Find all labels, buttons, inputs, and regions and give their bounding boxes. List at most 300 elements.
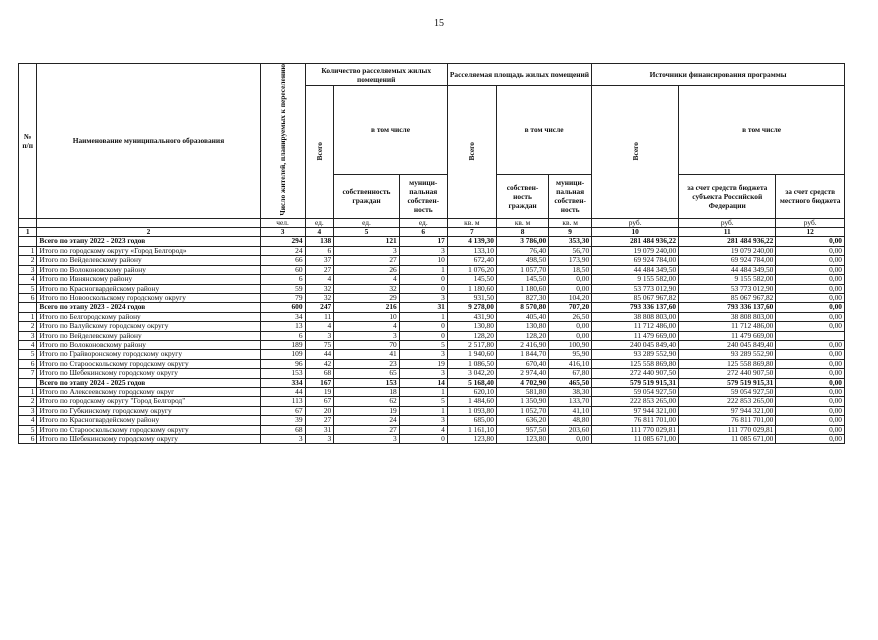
table-row <box>19 359 845 368</box>
col-number: 3 <box>260 228 305 237</box>
area-municipal-cell: 41,10 <box>549 406 592 415</box>
finance-local-cell: 0,00 <box>776 303 845 312</box>
header-residents: Число жителей, планируемых к переселению <box>260 64 305 219</box>
finance-subject-cell: 38 808 803,00 <box>679 312 776 321</box>
area-owners-cell: 130,80 <box>496 322 548 331</box>
header-area-owners: собствен-ность граждан <box>496 174 548 218</box>
row-number-cell: 5 <box>19 284 37 293</box>
finance-total-cell: 9 155 582,00 <box>592 275 679 284</box>
finance-subject-cell: 11 712 486,00 <box>679 322 776 331</box>
header-finance-total: Всего <box>592 86 679 219</box>
finance-subject-cell: 222 853 265,00 <box>679 397 776 406</box>
area-total-cell: 1 180,60 <box>447 284 496 293</box>
municipality-name-cell: Итого по Красногвардейскому району <box>37 284 260 293</box>
finance-total-cell: 579 519 915,31 <box>592 378 679 387</box>
table-row <box>19 387 845 396</box>
municipality-name-cell: Итого по Грайворонскому городскому округу <box>37 350 260 359</box>
finance-total-cell: 111 770 029,81 <box>592 425 679 434</box>
finance-total-cell: 44 484 349,50 <box>592 265 679 274</box>
row-number-cell: 5 <box>19 425 37 434</box>
units-owners-cell: 27 <box>334 256 400 265</box>
page-number: 15 <box>434 18 444 29</box>
area-municipal-cell: 48,80 <box>549 416 592 425</box>
units-municipal-cell: 4 <box>399 425 447 434</box>
units-municipal-cell: 3 <box>399 350 447 359</box>
units-municipal-cell: 0 <box>399 284 447 293</box>
finance-local-cell: 0,00 <box>776 340 845 349</box>
area-total-cell: 1 484,60 <box>447 397 496 406</box>
stage-total-row <box>19 303 845 312</box>
units-municipal-cell: 0 <box>399 331 447 340</box>
table-row <box>19 425 845 434</box>
units-owners-cell: 24 <box>334 416 400 425</box>
area-owners-cell: 636,20 <box>496 416 548 425</box>
residents-cell: 39 <box>260 416 305 425</box>
area-owners-cell: 670,40 <box>496 359 548 368</box>
residents-cell: 13 <box>260 322 305 331</box>
area-total-cell: 1 940,60 <box>447 350 496 359</box>
finance-local-cell: 0,00 <box>776 350 845 359</box>
finance-local-cell: 0,00 <box>776 397 845 406</box>
units-owners-cell: 19 <box>334 406 400 415</box>
finance-total-cell: 11 085 671,00 <box>592 435 679 444</box>
finance-subject-cell: 44 484 349,50 <box>679 265 776 274</box>
residents-cell: 66 <box>260 256 305 265</box>
area-total-cell: 620,10 <box>447 387 496 396</box>
units-owners-cell: 4 <box>334 275 400 284</box>
header-area-including: в том числе <box>496 86 591 175</box>
municipality-name-cell: Всего по этапу 2023 - 2024 годов <box>37 303 260 312</box>
area-owners-cell: 76,40 <box>496 246 548 255</box>
finance-local-cell: 0,00 <box>776 359 845 368</box>
header-count-total: Всего <box>305 86 334 219</box>
unit-cell: кв. м <box>447 218 496 227</box>
header-group-finance: Источники финансирования программы <box>592 64 845 86</box>
municipality-name-cell: Всего по этапу 2024 - 2025 годов <box>37 378 260 387</box>
units-municipal-cell: 31 <box>399 303 447 312</box>
area-municipal-cell: 38,30 <box>549 387 592 396</box>
units-total-cell: 247 <box>305 303 334 312</box>
area-municipal-cell: 203,60 <box>549 425 592 434</box>
header-num: № п/п <box>19 64 37 219</box>
header-group-count: Количество расселяемых жилых помещений <box>305 64 447 86</box>
unit-cell: ед. <box>399 218 447 227</box>
header-count-including: в том числе <box>334 86 448 175</box>
units-municipal-cell: 14 <box>399 378 447 387</box>
units-municipal-cell: 10 <box>399 256 447 265</box>
units-municipal-cell: 3 <box>399 293 447 302</box>
header-group-area: Расселяемая площадь жилых помещений <box>447 64 591 86</box>
area-total-cell: 685,00 <box>447 416 496 425</box>
finance-subject-cell: 93 289 552,90 <box>679 350 776 359</box>
units-owners-cell: 62 <box>334 397 400 406</box>
units-total-cell: 3 <box>305 435 334 444</box>
finance-total-cell: 38 808 803,00 <box>592 312 679 321</box>
finance-local-cell: 0,00 <box>776 416 845 425</box>
finance-local-cell: 0,00 <box>776 284 845 293</box>
finance-subject-cell: 11 085 671,00 <box>679 435 776 444</box>
finance-total-cell: 69 924 784,00 <box>592 256 679 265</box>
row-number-cell: 2 <box>19 397 37 406</box>
units-owners-cell: 32 <box>334 284 400 293</box>
units-total-cell: 20 <box>305 406 334 415</box>
col-number: 6 <box>399 228 447 237</box>
municipality-name-cell: Итого по Красногвардейскому району <box>37 416 260 425</box>
col-number: 7 <box>447 228 496 237</box>
area-total-cell: 133,10 <box>447 246 496 255</box>
units-owners-cell: 26 <box>334 265 400 274</box>
area-municipal-cell: 0,00 <box>549 322 592 331</box>
table-row <box>19 416 845 425</box>
unit-cell: кв. м <box>496 218 548 227</box>
units-municipal-cell: 3 <box>399 369 447 378</box>
units-owners-cell: 10 <box>334 312 400 321</box>
area-municipal-cell: 0,00 <box>549 284 592 293</box>
col-number: 4 <box>305 228 334 237</box>
row-number-cell: 6 <box>19 293 37 302</box>
area-total-cell: 431,90 <box>447 312 496 321</box>
municipality-name-cell: Итого по Вейделевскому району <box>37 331 260 340</box>
area-municipal-cell: 416,10 <box>549 359 592 368</box>
finance-subject-cell: 272 440 907,50 <box>679 369 776 378</box>
finance-subject-cell: 85 067 967,82 <box>679 293 776 302</box>
header-area-total: Всего <box>447 86 496 219</box>
area-total-cell: 1 086,50 <box>447 359 496 368</box>
municipality-name-cell: Итого по городскому округу "Город Белгород" <box>37 397 260 406</box>
units-total-cell: 75 <box>305 340 334 349</box>
row-number-cell: 2 <box>19 256 37 265</box>
municipality-name-cell: Итого по Ивнянскому району <box>37 275 260 284</box>
table-row <box>19 397 845 406</box>
finance-total-cell: 125 558 869,80 <box>592 359 679 368</box>
units-total-cell: 6 <box>305 246 334 255</box>
area-owners-cell: 123,80 <box>496 435 548 444</box>
row-number-cell: 1 <box>19 312 37 321</box>
units-municipal-cell: 5 <box>399 340 447 349</box>
row-number-cell: 3 <box>19 406 37 415</box>
units-owners-cell: 3 <box>334 246 400 255</box>
header-fin-subject: за счет средств бюджета субъекта Российской Федерации <box>679 174 776 218</box>
finance-total-cell: 11 712 486,00 <box>592 322 679 331</box>
table-row <box>19 293 845 302</box>
municipality-name-cell: Итого по Губкинскому городскому округу <box>37 406 260 415</box>
area-owners-cell: 1 052,70 <box>496 406 548 415</box>
municipality-name-cell: Итого по Новооскольскому городскому округу <box>37 293 260 302</box>
table-row <box>19 406 845 415</box>
area-total-cell: 672,40 <box>447 256 496 265</box>
residents-cell: 6 <box>260 331 305 340</box>
units-municipal-cell: 1 <box>399 406 447 415</box>
table-row <box>19 284 845 293</box>
finance-subject-cell: 97 944 321,00 <box>679 406 776 415</box>
table-row <box>19 435 845 444</box>
units-municipal-cell: 1 <box>399 387 447 396</box>
units-municipal-cell: 1 <box>399 265 447 274</box>
row-number-cell: 4 <box>19 416 37 425</box>
units-owners-cell: 70 <box>334 340 400 349</box>
finance-subject-cell: 59 054 927,50 <box>679 387 776 396</box>
units-total-cell: 67 <box>305 397 334 406</box>
row-number-cell: 5 <box>19 350 37 359</box>
municipality-name-cell: Итого по Алексеевскому городскому округ <box>37 387 260 396</box>
units-total-cell: 27 <box>305 416 334 425</box>
units-owners-cell: 65 <box>334 369 400 378</box>
unit-cell <box>19 218 37 227</box>
finance-local-cell: 0,00 <box>776 435 845 444</box>
residents-cell: 68 <box>260 425 305 434</box>
finance-local-cell: 0,00 <box>776 322 845 331</box>
finance-total-cell: 93 289 552,90 <box>592 350 679 359</box>
units-owners-cell: 216 <box>334 303 400 312</box>
stage-total-row <box>19 378 845 387</box>
residents-cell: 109 <box>260 350 305 359</box>
table-row <box>19 265 845 274</box>
col-number: 8 <box>496 228 548 237</box>
table-row <box>19 312 845 321</box>
row-number-cell: 6 <box>19 359 37 368</box>
area-owners-cell: 8 570,80 <box>496 303 548 312</box>
row-number-cell: 4 <box>19 340 37 349</box>
unit-cell: руб. <box>776 218 845 227</box>
finance-total-cell: 11 479 669,00 <box>592 331 679 340</box>
area-owners-cell: 2 974,40 <box>496 369 548 378</box>
units-total-cell: 4 <box>305 322 334 331</box>
finance-subject-cell: 9 155 582,00 <box>679 275 776 284</box>
area-total-cell: 3 042,20 <box>447 369 496 378</box>
units-total-cell: 32 <box>305 293 334 302</box>
municipality-name-cell: Итого по Волоконовскому району <box>37 265 260 274</box>
area-municipal-cell: 56,70 <box>549 246 592 255</box>
municipality-name-cell: Итого по Старооскольскому городскому округу <box>37 359 260 368</box>
units-total-cell: 68 <box>305 369 334 378</box>
finance-local-cell: 0,00 <box>776 293 845 302</box>
row-number-cell: 4 <box>19 275 37 284</box>
residents-cell: 294 <box>260 237 305 246</box>
units-municipal-cell: 3 <box>399 246 447 255</box>
units-owners-cell: 41 <box>334 350 400 359</box>
units-owners-cell: 4 <box>334 322 400 331</box>
residents-cell: 60 <box>260 265 305 274</box>
area-total-cell: 1 161,10 <box>447 425 496 434</box>
units-total-cell: 27 <box>305 265 334 274</box>
area-municipal-cell: 465,50 <box>549 378 592 387</box>
residents-cell: 600 <box>260 303 305 312</box>
area-owners-cell: 128,20 <box>496 331 548 340</box>
header-area-municipal: муници-пальная собствен-ность <box>549 174 592 218</box>
residents-cell: 153 <box>260 369 305 378</box>
units-total-cell: 44 <box>305 350 334 359</box>
finance-local-cell: 0,00 <box>776 246 845 255</box>
units-owners-cell: 121 <box>334 237 400 246</box>
finance-subject-cell: 240 045 849,40 <box>679 340 776 349</box>
area-owners-cell: 581,80 <box>496 387 548 396</box>
finance-subject-cell: 11 479 669,00 <box>679 331 776 340</box>
table-row <box>19 331 845 340</box>
row-number-cell: 6 <box>19 435 37 444</box>
finance-local-cell: 0,00 <box>776 237 845 246</box>
municipality-name-cell: Итого по городскому округу «Город Белгород» <box>37 246 260 255</box>
finance-subject-cell: 69 924 784,00 <box>679 256 776 265</box>
finance-local-cell: 0,00 <box>776 312 845 321</box>
col-number: 10 <box>592 228 679 237</box>
units-total-cell: 3 <box>305 331 334 340</box>
units-owners-cell: 29 <box>334 293 400 302</box>
finance-local-cell: 0,00 <box>776 275 845 284</box>
units-municipal-cell: 0 <box>399 275 447 284</box>
finance-total-cell: 281 484 936,22 <box>592 237 679 246</box>
area-owners-cell: 957,50 <box>496 425 548 434</box>
header-count-owners: собственность граждан <box>334 174 400 218</box>
units-row <box>19 218 845 227</box>
area-owners-cell: 1 844,70 <box>496 350 548 359</box>
row-number-cell <box>19 378 37 387</box>
unit-cell: ед. <box>305 218 334 227</box>
municipality-name-cell: Итого по Старооскольскому городскому округу <box>37 425 260 434</box>
residents-cell: 67 <box>260 406 305 415</box>
finance-subject-cell: 111 770 029,81 <box>679 425 776 434</box>
area-owners-cell: 1 350,90 <box>496 397 548 406</box>
area-total-cell: 5 168,40 <box>447 378 496 387</box>
area-owners-cell: 498,50 <box>496 256 548 265</box>
finance-total-cell: 97 944 321,00 <box>592 406 679 415</box>
units-total-cell: 19 <box>305 387 334 396</box>
municipality-name-cell: Итого по Шебекинскому городскому округу <box>37 435 260 444</box>
finance-local-cell: 0,00 <box>776 369 845 378</box>
table-row <box>19 369 845 378</box>
residents-cell: 34 <box>260 312 305 321</box>
finance-local-cell: 0,00 <box>776 265 845 274</box>
residents-cell: 24 <box>260 246 305 255</box>
units-municipal-cell: 1 <box>399 312 447 321</box>
table-row <box>19 322 845 331</box>
area-total-cell: 1 093,80 <box>447 406 496 415</box>
area-municipal-cell: 707,20 <box>549 303 592 312</box>
finance-total-cell: 19 079 240,00 <box>592 246 679 255</box>
header-finance-including: в том числе <box>679 86 845 175</box>
area-municipal-cell: 0,00 <box>549 435 592 444</box>
residents-cell: 59 <box>260 284 305 293</box>
residents-cell: 334 <box>260 378 305 387</box>
units-municipal-cell: 5 <box>399 397 447 406</box>
residents-cell: 96 <box>260 359 305 368</box>
header-fin-local: за счет средств местного бюджета <box>776 174 845 218</box>
area-owners-cell: 827,30 <box>496 293 548 302</box>
table-row <box>19 246 845 255</box>
row-number-cell: 2 <box>19 322 37 331</box>
area-total-cell: 4 139,30 <box>447 237 496 246</box>
area-owners-cell: 2 416,90 <box>496 340 548 349</box>
area-owners-cell: 145,50 <box>496 275 548 284</box>
finance-subject-cell: 793 336 137,60 <box>679 303 776 312</box>
finance-local-cell: 0,00 <box>776 256 845 265</box>
unit-cell <box>37 218 260 227</box>
finance-subject-cell: 19 079 240,00 <box>679 246 776 255</box>
column-number-row <box>19 228 845 237</box>
units-owners-cell: 18 <box>334 387 400 396</box>
area-municipal-cell: 67,80 <box>549 369 592 378</box>
col-number: 1 <box>19 228 37 237</box>
area-municipal-cell: 104,20 <box>549 293 592 302</box>
units-municipal-cell: 3 <box>399 416 447 425</box>
area-total-cell: 130,80 <box>447 322 496 331</box>
area-total-cell: 128,20 <box>447 331 496 340</box>
finance-subject-cell: 125 558 869,80 <box>679 359 776 368</box>
residents-cell: 79 <box>260 293 305 302</box>
finance-total-cell: 76 811 701,00 <box>592 416 679 425</box>
units-total-cell: 31 <box>305 425 334 434</box>
units-municipal-cell: 19 <box>399 359 447 368</box>
residents-cell: 44 <box>260 387 305 396</box>
area-municipal-cell: 173,90 <box>549 256 592 265</box>
unit-cell: руб. <box>592 218 679 227</box>
municipality-name-cell: Итого по Шебекинскому городскому округу <box>37 369 260 378</box>
area-municipal-cell: 133,70 <box>549 397 592 406</box>
table-row <box>19 275 845 284</box>
residents-cell: 189 <box>260 340 305 349</box>
area-total-cell: 2 517,80 <box>447 340 496 349</box>
units-municipal-cell: 0 <box>399 435 447 444</box>
area-total-cell: 9 278,00 <box>447 303 496 312</box>
finance-local-cell: 0,00 <box>776 406 845 415</box>
finance-total-cell: 222 853 265,00 <box>592 397 679 406</box>
units-total-cell: 42 <box>305 359 334 368</box>
finance-subject-cell: 53 773 012,90 <box>679 284 776 293</box>
units-owners-cell: 153 <box>334 378 400 387</box>
area-owners-cell: 1 180,60 <box>496 284 548 293</box>
table-row <box>19 256 845 265</box>
municipality-name-cell: Итого по Вейделевскому району <box>37 256 260 265</box>
area-municipal-cell: 0,00 <box>549 331 592 340</box>
units-municipal-cell: 17 <box>399 237 447 246</box>
area-municipal-cell: 95,90 <box>549 350 592 359</box>
col-number: 9 <box>549 228 592 237</box>
stage-total-row <box>19 237 845 246</box>
area-municipal-cell: 26,50 <box>549 312 592 321</box>
area-owners-cell: 1 057,70 <box>496 265 548 274</box>
header-count-municipal: муници-пальная собствен-ность <box>399 174 447 218</box>
residents-cell: 3 <box>260 435 305 444</box>
area-total-cell: 145,50 <box>447 275 496 284</box>
units-total-cell: 37 <box>305 256 334 265</box>
municipality-name-cell: Итого по Валуйскому городскому округу <box>37 322 260 331</box>
municipality-name-cell: Всего по этапу 2022 - 2023 годов <box>37 237 260 246</box>
resettlement-table <box>18 63 845 444</box>
row-number-cell: 1 <box>19 246 37 255</box>
finance-total-cell: 240 045 849,40 <box>592 340 679 349</box>
municipality-name-cell: Итого по Белгородскому району <box>37 312 260 321</box>
units-total-cell: 4 <box>305 275 334 284</box>
row-number-cell: 3 <box>19 331 37 340</box>
col-number: 5 <box>334 228 400 237</box>
units-owners-cell: 3 <box>334 331 400 340</box>
finance-local-cell: 0,00 <box>776 425 845 434</box>
units-owners-cell: 27 <box>334 425 400 434</box>
area-owners-cell: 3 786,00 <box>496 237 548 246</box>
unit-cell: руб. <box>679 218 776 227</box>
row-number-cell <box>19 237 37 246</box>
row-number-cell <box>19 303 37 312</box>
area-total-cell: 931,50 <box>447 293 496 302</box>
finance-local-cell <box>776 331 845 340</box>
units-total-cell: 32 <box>305 284 334 293</box>
finance-subject-cell: 281 484 936,22 <box>679 237 776 246</box>
finance-total-cell: 85 067 967,82 <box>592 293 679 302</box>
units-total-cell: 167 <box>305 378 334 387</box>
table-row <box>19 350 845 359</box>
finance-subject-cell: 579 519 915,31 <box>679 378 776 387</box>
finance-total-cell: 53 773 012,90 <box>592 284 679 293</box>
area-total-cell: 123,80 <box>447 435 496 444</box>
